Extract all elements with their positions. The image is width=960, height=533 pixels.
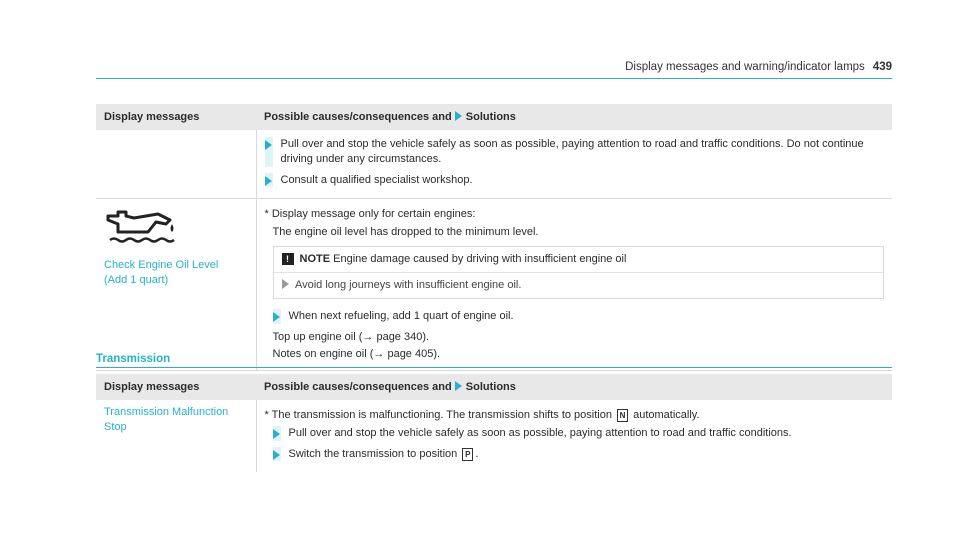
gear-p-icon: P [462, 448, 473, 461]
gear-n-icon: N [617, 409, 628, 422]
col-display-messages: Display messages [96, 104, 256, 130]
page-reference[interactable]: Notes on engine oil (→ page 405). [272, 348, 441, 361]
message-transmission-malfunction: Transmission Malfunction [104, 405, 229, 418]
bullet-text: When next refueling, add 1 quart of engine oil. [288, 309, 514, 322]
display-messages-table [96, 104, 892, 371]
arrow-icon [273, 429, 280, 439]
message-check-engine-oil: Check Engine Oil Level [104, 259, 219, 272]
page-number: 439 [872, 61, 892, 73]
arrow-icon [455, 111, 462, 121]
list-item [273, 309, 885, 324]
note-box [273, 246, 885, 299]
oil-can-icon [104, 206, 184, 250]
intro-text-a: * The transmission is malfunctioning. The transmission shifts to position [264, 408, 612, 421]
col-causes-solutions [256, 104, 892, 130]
arrow-icon [265, 176, 272, 186]
intro-text [265, 408, 885, 423]
section-rule [96, 367, 892, 368]
running-header-title: Display messages and warning/indicator lamps [625, 61, 865, 73]
message-add-quart: (Add 1 quart) [104, 274, 169, 287]
arrow-icon [265, 140, 272, 150]
list-item [265, 173, 885, 188]
col-causes-solutions [256, 374, 892, 400]
col-solutions-label: Solutions [465, 381, 516, 393]
row1-solutions [256, 199, 892, 371]
note-bullet: Avoid long journeys with insufficient engine oil. [294, 278, 522, 291]
bullet-text-a: Switch the transmission to position [288, 447, 458, 460]
note-text: Engine damage caused by driving with insufficient engine oil [333, 253, 627, 266]
intro-text-2: The engine oil level has dropped to the minimum level. [272, 226, 539, 239]
row0-message [96, 130, 256, 199]
list-item [273, 447, 885, 462]
list-item [265, 137, 885, 167]
header-rule [96, 78, 892, 79]
col-causes-label: Possible causes/consequences and [264, 381, 452, 393]
bullet-text: Pull over and stop the vehicle safely as soon as possible, paying attention to road and traffic conditions. Do not continue driving under any circumstances. [280, 137, 864, 165]
message-stop: Stop [104, 420, 127, 433]
row0-solutions [256, 130, 892, 199]
list-item [273, 426, 885, 441]
intro-text-b: automatically. [633, 408, 700, 421]
intro-text: * Display message only for certain engines: [264, 208, 476, 221]
bullet-text-b: . [475, 447, 479, 460]
note-heading [274, 247, 884, 273]
row-solutions [256, 400, 892, 473]
section-title: Transmission [96, 353, 171, 365]
warning-icon: ! [282, 253, 294, 265]
col-solutions-label: Solutions [465, 111, 516, 123]
running-header [625, 60, 892, 76]
note-label: NOTE [299, 253, 331, 266]
row1-message [96, 199, 256, 371]
arrow-icon [273, 312, 280, 322]
col-display-messages: Display messages [96, 374, 256, 400]
arrow-icon [282, 279, 289, 289]
bullet-text: Consult a qualified specialist workshop. [280, 173, 473, 186]
bullet-text [289, 447, 885, 462]
bullet-text: Pull over and stop the vehicle safely as soon as possible, paying attention to road and traffic conditions. [288, 426, 792, 439]
col-causes-label: Possible causes/consequences and [264, 111, 452, 123]
transmission-messages-table [96, 374, 892, 472]
arrow-icon [455, 381, 462, 391]
page-reference[interactable]: Top up engine oil (→ page 340). [272, 330, 430, 343]
note-body [274, 273, 884, 298]
row-message [96, 400, 256, 473]
arrow-icon [273, 450, 280, 460]
